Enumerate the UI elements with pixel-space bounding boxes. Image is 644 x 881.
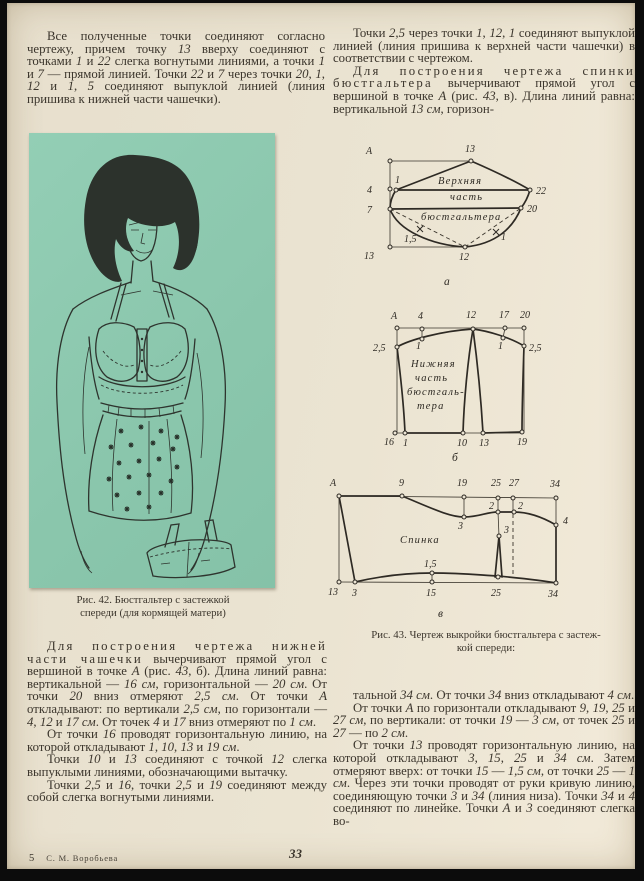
point-label: 15 xyxy=(426,588,436,599)
pattern-point xyxy=(511,496,515,500)
tick-mark xyxy=(493,229,499,235)
left-arm xyxy=(57,309,89,568)
point-label: 13 xyxy=(465,144,475,155)
point-label: 27 xyxy=(509,478,519,489)
right-arm xyxy=(191,309,225,570)
diagram-a-upper-cup xyxy=(358,137,568,291)
point-label: 10 xyxy=(457,438,467,449)
figure-42-caption xyxy=(37,594,269,619)
point-label: 1 xyxy=(416,341,421,352)
figure-43-caption xyxy=(337,629,635,654)
pattern-point xyxy=(461,431,465,435)
pattern-point xyxy=(481,431,485,435)
emphasized-phrase: Для построения чертежа нижней части чашечки xyxy=(27,639,327,666)
diagram-label: Нижняя xyxy=(411,359,456,370)
point-label: 2 xyxy=(518,501,523,512)
diagram-label: часть xyxy=(450,192,484,203)
pattern-point xyxy=(395,326,399,330)
pattern-point xyxy=(388,207,392,211)
right-column-lower xyxy=(333,689,635,828)
paragraph: Точки 10 и 13 соединяют с точкой 12 слегка выпуклыми линиями, обозначающими вытачку. xyxy=(27,752,328,779)
caption-line: спереди (для кормящей матери) xyxy=(80,606,226,619)
point-label: 34 xyxy=(550,479,560,490)
pattern-point xyxy=(522,326,526,330)
pattern-point xyxy=(462,495,466,499)
point-label: 1,5 xyxy=(404,234,417,245)
pattern-point xyxy=(522,344,526,348)
pattern-point xyxy=(394,188,398,192)
pattern-point xyxy=(388,245,392,249)
tick-mark xyxy=(417,226,423,232)
pattern-point xyxy=(420,327,424,331)
point-label: 25 xyxy=(491,478,501,489)
diagram-sublabel: в xyxy=(438,608,443,620)
bra-right-cup xyxy=(144,323,188,382)
pattern-point xyxy=(430,580,434,584)
paragraph: От точки 16 проводят горизонтальную линию, на которой откладывают 1, 10, 13 и 19 см. xyxy=(27,727,327,754)
caption-line: Рис. 42. Бюстгальтер с застежкой xyxy=(76,594,230,606)
point-label: 19 xyxy=(457,478,467,489)
point-label: 1 xyxy=(498,341,503,352)
pattern-point xyxy=(496,510,500,514)
emphasized-phrase: Для построения чертежа спинки бюстгальтера xyxy=(333,63,635,91)
left-column-lower xyxy=(27,640,327,804)
point-label: 7 xyxy=(367,205,372,216)
paragraph: От точки А по горизонтали откладывают 9, 19, 25 и 27 см, по вертикали: от точки 19 — 3 см, от точек 25 и 27 — по 2 см. xyxy=(333,700,635,740)
point-label: 25 xyxy=(491,588,501,599)
pattern-point xyxy=(388,187,392,191)
diagram-label: Верхняя xyxy=(438,176,483,187)
pattern-point xyxy=(520,430,524,434)
point-label: 3 xyxy=(504,525,509,536)
diagram-label: тера xyxy=(417,401,445,412)
paragraph: Для построения чертежа нижней части чашечки вычерчивают прямой угол с вершиной в точке А (рис. 43, б). Длина линий равна: вертикальной — 16 см, горизонтальной — 20 см. От точки 20 вниз отмеряют 2,5 см. От точки А откладывают: по вертикали 2,5 см, по горизонтали — 4, 12 и 17 см. От точек 4 и 17 вниз отмеряют по 1 см. xyxy=(27,639,328,729)
point-label: А xyxy=(330,478,337,489)
diagram-label: бюстгаль- xyxy=(407,387,465,398)
caption-line: кой спереди: xyxy=(456,641,516,654)
paragraph: Точки 2,5 и 16, точки 2,5 и 19 соединяют между собой слегка вогнутыми линиями. xyxy=(27,777,327,805)
paragraph: От точки 13 проводят горизонтальную линию, на которой откладывают 3, 15, 25 и 34 см. Затем отмеряют вверх: от точки 15 — 1,5 см, от точки 25 — 1 см. Через эти точки проводят от руки кривую линию, соединяющую точки 3 и 34 (линия низа). Точки 34 и 4 соединяют по линейке. Точки А и 3 соединяют слегка во- xyxy=(333,738,636,828)
paragraph: Для построения чертежа спинки бюстгальтера вычерчивают прямой угол с вершиной в точке А (рис. 43, в). Длина линий равна: вертикальной 13 см, горизон- xyxy=(333,63,635,116)
paragraph: Точки 2,5 через точки 1, 12, 1 соединяют выпуклой линией (линия пришива к верхней части чашечки) в соответствии с чертежом. xyxy=(333,26,636,66)
pattern-point xyxy=(400,494,404,498)
pattern-point xyxy=(497,534,501,538)
point-label: 4 xyxy=(367,185,372,196)
point-label: 13 xyxy=(328,587,338,598)
footer xyxy=(29,848,118,866)
footer-author: С. М. Воробьева xyxy=(46,853,119,863)
pattern-point xyxy=(403,431,407,435)
pattern-point xyxy=(430,571,434,575)
pattern-point xyxy=(462,515,466,519)
signature-number: 5 xyxy=(29,853,35,864)
woman-in-bra-illustration xyxy=(29,133,275,588)
pattern-point xyxy=(554,523,558,527)
pattern-point xyxy=(353,580,357,584)
hair xyxy=(84,155,199,282)
point-label: А xyxy=(366,146,373,157)
point-label: 2,5 xyxy=(373,343,386,354)
pattern-point xyxy=(519,206,523,210)
diagram-label: Спинка xyxy=(400,535,440,546)
point-label: А xyxy=(391,311,398,322)
point-label: 2 xyxy=(489,501,494,512)
point-label: 2,5 xyxy=(529,343,542,354)
bra-straps xyxy=(111,283,174,321)
right-column xyxy=(333,27,635,115)
point-label: 13 xyxy=(364,251,374,262)
pattern-point xyxy=(496,575,500,579)
pattern-point xyxy=(337,494,341,498)
waistband xyxy=(101,403,183,417)
figure-42-plate xyxy=(29,133,275,588)
diagram-sublabel: б xyxy=(452,452,458,464)
pattern-point xyxy=(528,188,532,192)
pattern-point xyxy=(388,159,392,163)
point-label: 19 xyxy=(517,437,527,448)
point-label: 3 xyxy=(352,588,357,599)
point-label: 16 xyxy=(384,437,394,448)
pattern-point xyxy=(503,326,507,330)
point-label: 12 xyxy=(459,252,469,263)
point-label: 3 xyxy=(458,521,463,532)
pattern-point xyxy=(496,496,500,500)
paragraph: тальной 34 см. От точки 34 вниз откладывают 4 см. xyxy=(353,688,635,702)
point-label: 1 xyxy=(501,232,506,243)
scanned-page xyxy=(7,3,635,869)
caption-line: Рис. 43. Чертеж выкройки бюстгальтера с застеж- xyxy=(371,629,601,641)
pattern-point xyxy=(337,580,341,584)
point-label: 12 xyxy=(466,310,476,321)
pattern-point xyxy=(554,496,558,500)
point-label: 1,5 xyxy=(424,559,437,570)
diagram-label: часть xyxy=(415,373,449,384)
point-label: 4 xyxy=(563,516,568,527)
bra-left-cup xyxy=(96,323,140,382)
point-label: 1 xyxy=(395,175,400,186)
pattern-point xyxy=(501,336,505,340)
pattern-point xyxy=(471,327,475,331)
pattern-point xyxy=(463,245,467,249)
point-label: 1 xyxy=(403,438,408,449)
pattern-point xyxy=(395,345,399,349)
point-label: 20 xyxy=(520,310,530,321)
pattern-point xyxy=(512,510,516,514)
point-label: 22 xyxy=(536,186,546,197)
point-label: 13 xyxy=(479,438,489,449)
paragraph: Все полученные точки соединяют согласно чертежу, причем точку 13 вверху соединяют с точками 1 и 22 слегка вогнутыми линиями, а точки 1 и 7 — прямой линией. Точки 22 и 7 через точки 20, 1, 12 и 1, 5 соединяют выпуклой линией (линия пришива к нижней части чашечки). xyxy=(27,29,326,106)
diagram-v-back xyxy=(327,469,577,621)
diagram-label: бюстгальтера xyxy=(421,212,502,223)
pattern-point xyxy=(393,431,397,435)
pattern-point xyxy=(469,159,473,163)
point-label: 4 xyxy=(418,311,423,322)
point-label: 20 xyxy=(527,204,537,215)
pattern-point xyxy=(554,581,558,585)
point-label: 34 xyxy=(548,589,558,600)
diagram-sublabel: а xyxy=(444,276,450,288)
point-label: 9 xyxy=(399,478,404,489)
diagram-b-lower-cup xyxy=(365,297,565,467)
point-label: 17 xyxy=(499,310,509,321)
page-number: 33 xyxy=(289,846,302,861)
left-column xyxy=(27,30,325,106)
